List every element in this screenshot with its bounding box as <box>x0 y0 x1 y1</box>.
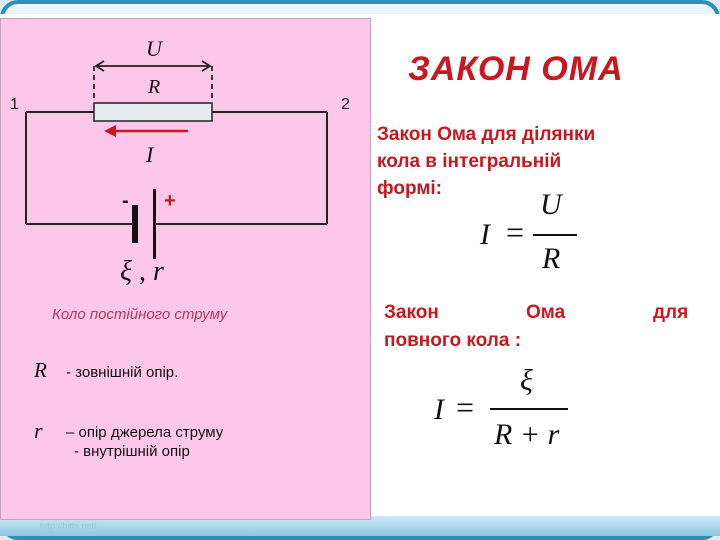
current-symbol: I <box>146 142 154 167</box>
legend-R-text: - зовнішній опір. <box>66 364 179 381</box>
voltage-symbol: U <box>146 36 162 61</box>
battery-long-plate <box>153 189 156 259</box>
law-full-word3: для <box>653 302 689 323</box>
legend-R-symbol: R <box>34 358 47 382</box>
legend-r-text-line2: - внутрішній опір <box>74 443 190 460</box>
formula-partial-num: U <box>540 188 562 221</box>
law-partial-line2: кола в інтегральній <box>377 151 562 172</box>
law-full-line2: повного кола : <box>384 330 522 351</box>
formula-partial-eq: = <box>506 214 525 250</box>
resistor <box>94 103 212 121</box>
law-full-word2: Ома <box>526 302 566 323</box>
minus-sign: - <box>122 190 129 212</box>
formula-full-num: ξ <box>520 364 533 397</box>
source-label: ξ , r <box>120 256 164 287</box>
law-partial-line1: Закон Ома для ділянки <box>377 124 596 145</box>
legend-r-symbol: r <box>34 418 43 443</box>
node-2-label: 2 <box>341 96 350 113</box>
formula-full-den: R + r <box>494 418 560 451</box>
law-full-word1: Закон <box>384 302 439 323</box>
law-partial-line3: формі: <box>377 178 442 199</box>
formula-partial-lhs: I <box>480 218 490 251</box>
circuit-diagram <box>0 0 371 300</box>
resistor-symbol: R <box>148 76 161 98</box>
page-title: ЗАКОН ОМА <box>408 50 624 88</box>
formula-partial-bar <box>533 234 577 236</box>
battery-short-plate <box>132 205 138 243</box>
formula-full-lhs: I <box>434 393 444 426</box>
legend-r-text-line1: – опір джерела струму <box>66 424 224 441</box>
formula-partial-den: R <box>542 242 561 275</box>
formula-full-bar <box>490 408 568 410</box>
plus-sign: + <box>164 190 176 212</box>
node-1-label: 1 <box>10 96 19 113</box>
circuit-caption: Коло постійного струму <box>52 306 228 323</box>
law-partial-text <box>377 121 595 202</box>
formula-full-eq: = <box>456 389 475 425</box>
watermark: http://bitbi.net/ <box>40 521 97 531</box>
